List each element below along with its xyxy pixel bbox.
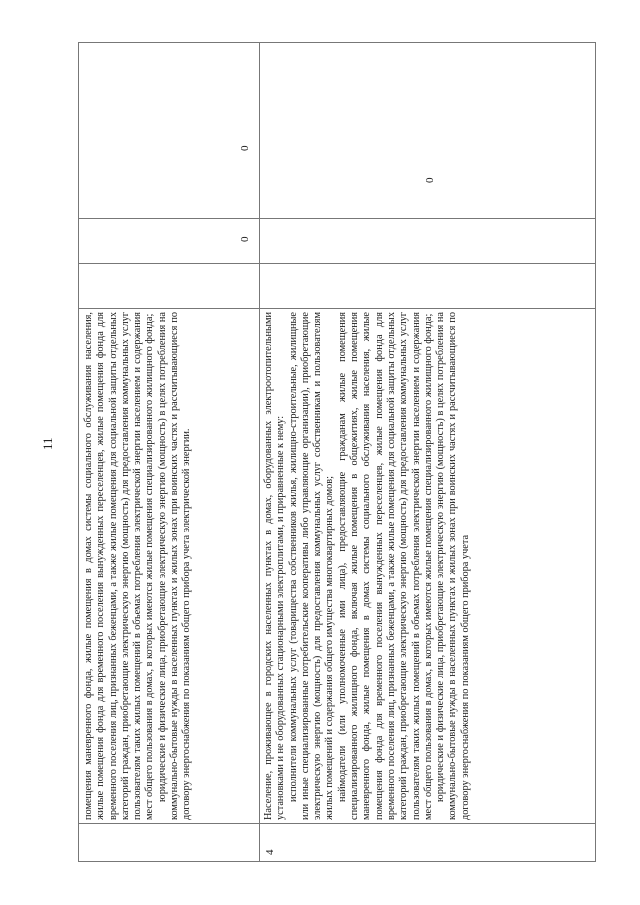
row-1-value-1: 0 bbox=[239, 236, 251, 242]
column-divider bbox=[79, 308, 595, 309]
column-divider bbox=[79, 823, 595, 824]
row-2-paragraph-1: Население, проживающее в городских населенных пунктах в домах, оборудованных электроотопительными установками и не оборудованных стационарными электроплитами, и приравненные к нему: bbox=[263, 312, 287, 820]
row-divider bbox=[259, 43, 260, 861]
row-2-value-1: 0 bbox=[424, 177, 436, 183]
row-2-paragraph-3: наймодатели (или уполномоченные ими лица), предоставляющие гражданам жилые помещения специализированного жилищного фонда, включая жилые помещения в общежитиях, жилые помещения маневренного фонда, жилые помещения в домах системы социального обслуживания населения, жилые помещения фонда для временного поселения вынужденных переселенцев, жилые помещения фонда для временного поселения лиц, признанных беженцами, а также жилые помещения для социальной защиты отдельных категорий граждан, приобретающие электрическую энергию (мощность) для предоставления коммунальных услуг пользователям таких жилых помещений в объемах потребления электрической энергии населением и содержания мест общего пользования в домах, в которых имеются жилые помещения специализированного жилищного фонда; bbox=[336, 312, 434, 820]
row-2-number: 4 bbox=[264, 849, 276, 855]
row-2-paragraph-4: юридические и физические лица, приобретающие электрическую энергию (мощность) в целях потребления на коммунально-бытовые нужды в населенных пунктах и жилых зонах при воинских частях и рассчитывающиеся по договору энергоснабжения по показаниям общего прибора учета bbox=[435, 312, 471, 820]
column-divider bbox=[79, 263, 595, 264]
column-divider bbox=[79, 218, 595, 219]
row-2-text bbox=[263, 312, 593, 820]
page-number: 11 bbox=[40, 437, 55, 450]
row-1-paragraph-2: юридические и физические лица, приобретающие электрическую энергию (мощность) в целях потребления на коммунально-бытовые нужды в населенных пунктах и жилых зонах при воинских частях и рассчитывающиеся по договору энергоснабжения по показаниям общего прибора учета электрической энергии. bbox=[156, 312, 193, 820]
row-2-paragraph-2: исполнители коммунальных услуг (товарищества собственников жилья, жилищно-строительные, жилищные или иные специализированные потребительские кооперативы либо управляющие организации), приобретающие электрическую энергию (мощность) для предоставления коммунальных услуг собственникам и пользователям жилых помещений и содержания общего имущества многоквартирных домов; bbox=[287, 312, 336, 820]
tariff-table bbox=[78, 42, 596, 862]
row-1-paragraph-1: помещения маневренного фонда, жилые помещения в домах системы социального обслуживания населения, жилые помещения фонда для временного поселения вынужденных переселенцев, жилые помещения фонда для временного поселения лиц, признанных беженцами, а также жилые помещения для социальной защиты отдельных категорий граждан, приобретающие электрическую энергию (мощность) для предоставления коммунальных услуг пользователям таких жилых помещений в объемах потребления электрической энергии населением и содержания мест общего пользования в домах, в которых имеются жилые помещения специализированного жилищного фонда; bbox=[83, 312, 156, 820]
row-1-value-2: 0 bbox=[239, 145, 251, 151]
row-1-text bbox=[83, 312, 255, 820]
